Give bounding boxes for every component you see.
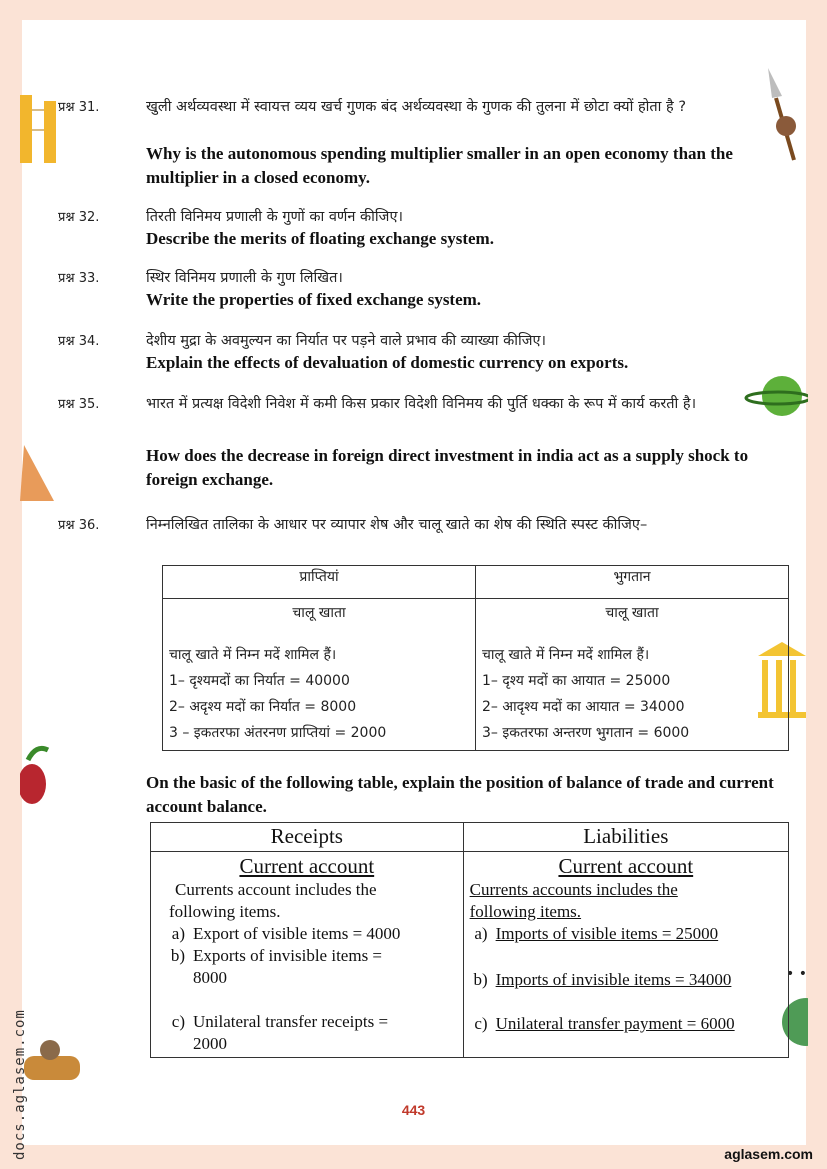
- page-number: 443: [401, 1102, 426, 1118]
- table-cell-receipts: [151, 852, 464, 1058]
- question-english-text: Explain the effects of devaluation of domestic currency on exports.: [146, 353, 629, 372]
- question-number: प्रश्न 35.: [58, 397, 100, 412]
- cell-subtitle: Current account: [239, 854, 375, 878]
- footer-site-link[interactable]: aglasem.com: [724, 1146, 813, 1162]
- cell-intro: चालू खाते में निम्न मदें शामिल हैं।: [482, 647, 650, 663]
- table-cell-payments: [476, 599, 789, 751]
- cell-subtitle: चालू खाता: [292, 605, 346, 621]
- cell-intro: Currents accounts includes the following items.: [469, 880, 678, 921]
- english-balance-table: [150, 822, 789, 1058]
- watermark: docs.aglasem.com: [12, 1009, 28, 1160]
- list-item: c) Unilateral transfer payment = 6000: [474, 1014, 735, 1033]
- pyramid-icon: [20, 445, 56, 501]
- question-hindi-text: निम्नलिखित तालिका के आधार पर व्यापार शेष और चालू खाते का शेष की स्थिति स्पस्ट कीजिए–: [146, 517, 648, 533]
- question-hindi-text: खुली अर्थव्यवस्था में स्वायत्त व्यय खर्च गुणक बंद अर्थव्यवस्था के गुणक की तुलना में छोटा क्यों होता है ?: [146, 99, 687, 115]
- list-item: c) Unilateral transfer receipts = 2000: [171, 1012, 389, 1053]
- cell-intro: चालू खाते में निम्न मदें शामिल हैं।: [169, 647, 337, 663]
- cell-intro: Currents account includes the following items.: [169, 880, 377, 921]
- list-item: 1– दृश्य मदों का आयात = 25000: [482, 673, 671, 689]
- hindi-balance-table: [162, 565, 789, 751]
- table-header: प्राप्तियां: [163, 566, 476, 599]
- table-header: Liabilities: [463, 823, 788, 852]
- list-item: 2– आदृश्य मदों का आयात = 34000: [482, 699, 685, 715]
- list-item: a) Export of visible items = 4000: [171, 924, 401, 943]
- table-header: Receipts: [151, 823, 464, 852]
- svg-text:• •: • •: [786, 966, 807, 982]
- fruit-icon: [20, 740, 50, 806]
- table-header: भुगतान: [476, 566, 789, 599]
- list-item: 3– इकतरफा अन्तरण भुगतान = 6000: [482, 725, 690, 741]
- cell-subtitle: चालू खाता: [605, 605, 659, 621]
- question-number: प्रश्न 31.: [58, 100, 100, 115]
- question-hindi-text: तिरती विनिमय प्रणाली के गुणों का वर्णन कीजिए।: [146, 209, 403, 225]
- question-hindi-text: देशीय मुद्रा के अवमुल्यन का निर्यात पर पड़ने वाले प्रभाव की व्याख्या कीजिए।: [146, 333, 547, 349]
- question-hindi-text: भारत में प्रत्यक्ष विदेशी निवेश में कमी किस प्रकार विदेशी विनिमय की पुर्ति धक्का के रूप में कार्य करती है।: [146, 396, 697, 412]
- list-item: b) Exports of invisible items = 8000: [170, 946, 383, 987]
- scroll-icon: [20, 1030, 82, 1092]
- question-number: प्रश्न 32.: [58, 210, 100, 225]
- table-cell-liabilities: [463, 852, 788, 1058]
- question-english-text: Why is the autonomous spending multiplier smaller in an open economy than the multiplier in a closed economy.: [146, 144, 733, 187]
- question-english-text: Describe the merits of floating exchange system.: [146, 229, 494, 248]
- list-item: 1– दृश्यमदों का निर्यात = 40000: [169, 673, 350, 689]
- question-number: प्रश्न 34.: [58, 334, 100, 349]
- list-item: 2– अदृश्य मदों का निर्यात = 8000: [169, 699, 357, 715]
- question-number: प्रश्न 33.: [58, 271, 100, 286]
- question-english-text: On the basic of the following table, explain the position of balance of trade and current account balance.: [146, 773, 774, 816]
- table-cell-receipts: [163, 599, 476, 751]
- question-english-text: How does the decrease in foreign direct investment in india act as a supply shock to foreign exchange.: [146, 446, 749, 489]
- question-english-text: Write the properties of fixed exchange system.: [146, 290, 482, 309]
- question-number: प्रश्न 36.: [58, 518, 100, 533]
- list-item: a) Imports of visible items = 25000: [474, 924, 719, 943]
- cell-subtitle: Current account: [558, 854, 694, 878]
- list-item: 3 – इकतरफा अंतरनण प्राप्तियां = 2000: [169, 725, 387, 741]
- list-item: b) Imports of invisible items = 34000: [473, 970, 732, 989]
- question-hindi-text: स्थिर विनिमय प्रणाली के गुण लिखित।: [146, 270, 343, 286]
